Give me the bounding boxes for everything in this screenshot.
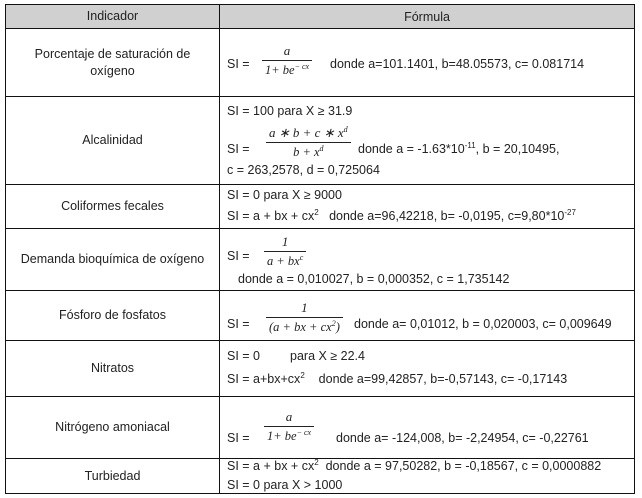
- formula-line: SI = a + bx + $cx^2$ donde a = 97,50282, b = -0,18567, c = 0,0000882: [227, 458, 602, 473]
- fraction: [262, 43, 312, 78]
- indicator-label: Fósforo de fosfatos: [6, 291, 220, 340]
- fraction: [264, 234, 306, 269]
- table-row: [6, 459, 634, 493]
- coefficients: donde $a = -1.63*10^{-11}$, b = 20,10495,: [358, 141, 560, 156]
- header-formula: Fórmula: [404, 9, 450, 24]
- indicator-label: Nitratos: [6, 341, 220, 396]
- coefficients: donde a=101.1401, b=48.05573, c= 0.081714: [330, 57, 585, 71]
- formula-cell: [220, 341, 634, 396]
- table-row: [6, 341, 634, 397]
- indicator-label: Coliformes fecales: [6, 185, 220, 228]
- numerator: a: [285, 409, 293, 424]
- denominator: $b + x^d$: [293, 144, 324, 159]
- indicator-label: Nitrógeno amoniacal: [6, 397, 220, 458]
- si-label: SI =: [227, 249, 250, 263]
- formula-cell: [220, 291, 634, 340]
- numerator: a ∗ b + c ∗ $x^d$: [269, 125, 348, 140]
- indicator-label: Turbiedad: [6, 459, 220, 493]
- coefficients-cont: c = 263,2578, d = 0,725064: [227, 163, 380, 177]
- si-label: SI =: [227, 142, 250, 156]
- condition-line: SI = 0 para X ≥ 9000: [227, 188, 342, 202]
- indicator-label: Alcalinidad: [6, 97, 220, 184]
- header-indicador: Indicador: [6, 5, 220, 28]
- fraction: [266, 300, 343, 335]
- denominator: $1+ be^{- cx}$: [265, 62, 310, 77]
- coefficients: donde a = 0,010027, b = 0,000352, c = 1,735142: [238, 272, 510, 286]
- denominator: $a + bx^c$: [267, 253, 304, 268]
- condition-line: para X ≥ 22.4: [290, 349, 365, 363]
- table-row: [6, 97, 634, 185]
- indicator-label: Porcentaje de saturación de oxígeno: [6, 29, 220, 96]
- table-row: [6, 291, 634, 341]
- si-label: SI =: [227, 57, 250, 71]
- denominator: (a + bx + $cx^2$): [269, 319, 340, 334]
- formula-cell: [220, 29, 634, 96]
- formula-cell: [220, 397, 634, 458]
- condition-value: SI = 0: [227, 349, 261, 363]
- indicator-label: Demanda bioquímica de oxígeno: [6, 229, 220, 290]
- fraction: [266, 125, 351, 160]
- fraction: [264, 409, 314, 444]
- table-row: [6, 29, 634, 97]
- formula-line: SI = $a+bx+cx^2$ donde a=99,42857, b=-0,57143, c= -0,17143: [227, 371, 568, 386]
- denominator: $1+ be^{- cx}$: [267, 428, 312, 443]
- formula-line: SI = a + bx + $cx^2$ donde a=96,42218, b= -0,0195, $c=9,80*10^{-27}$: [227, 208, 576, 223]
- formula-cell: [220, 185, 634, 228]
- formula-cell: [220, 97, 634, 184]
- si-label: SI =: [227, 431, 250, 445]
- coefficients: donde a= 0,01012, b = 0,020003, c= 0,009649: [354, 317, 612, 331]
- table-header: [6, 5, 634, 29]
- condition-line: SI = 0 para X > 1000: [227, 478, 343, 492]
- table-row: [6, 229, 634, 291]
- numerator: 1: [281, 234, 289, 249]
- indicator-table: [5, 4, 635, 494]
- table-row: [6, 397, 634, 459]
- table-row: [6, 185, 634, 229]
- formula-cell: [220, 459, 634, 493]
- coefficients: donde a= -124,008, b= -2,24954, c= -0,22761: [336, 431, 589, 445]
- formula-cell: [220, 229, 634, 290]
- si-label: SI =: [227, 317, 250, 331]
- numerator: a: [283, 43, 291, 58]
- numerator: 1: [301, 300, 308, 315]
- condition-line: SI = 100 para X ≥ 31.9: [227, 104, 353, 118]
